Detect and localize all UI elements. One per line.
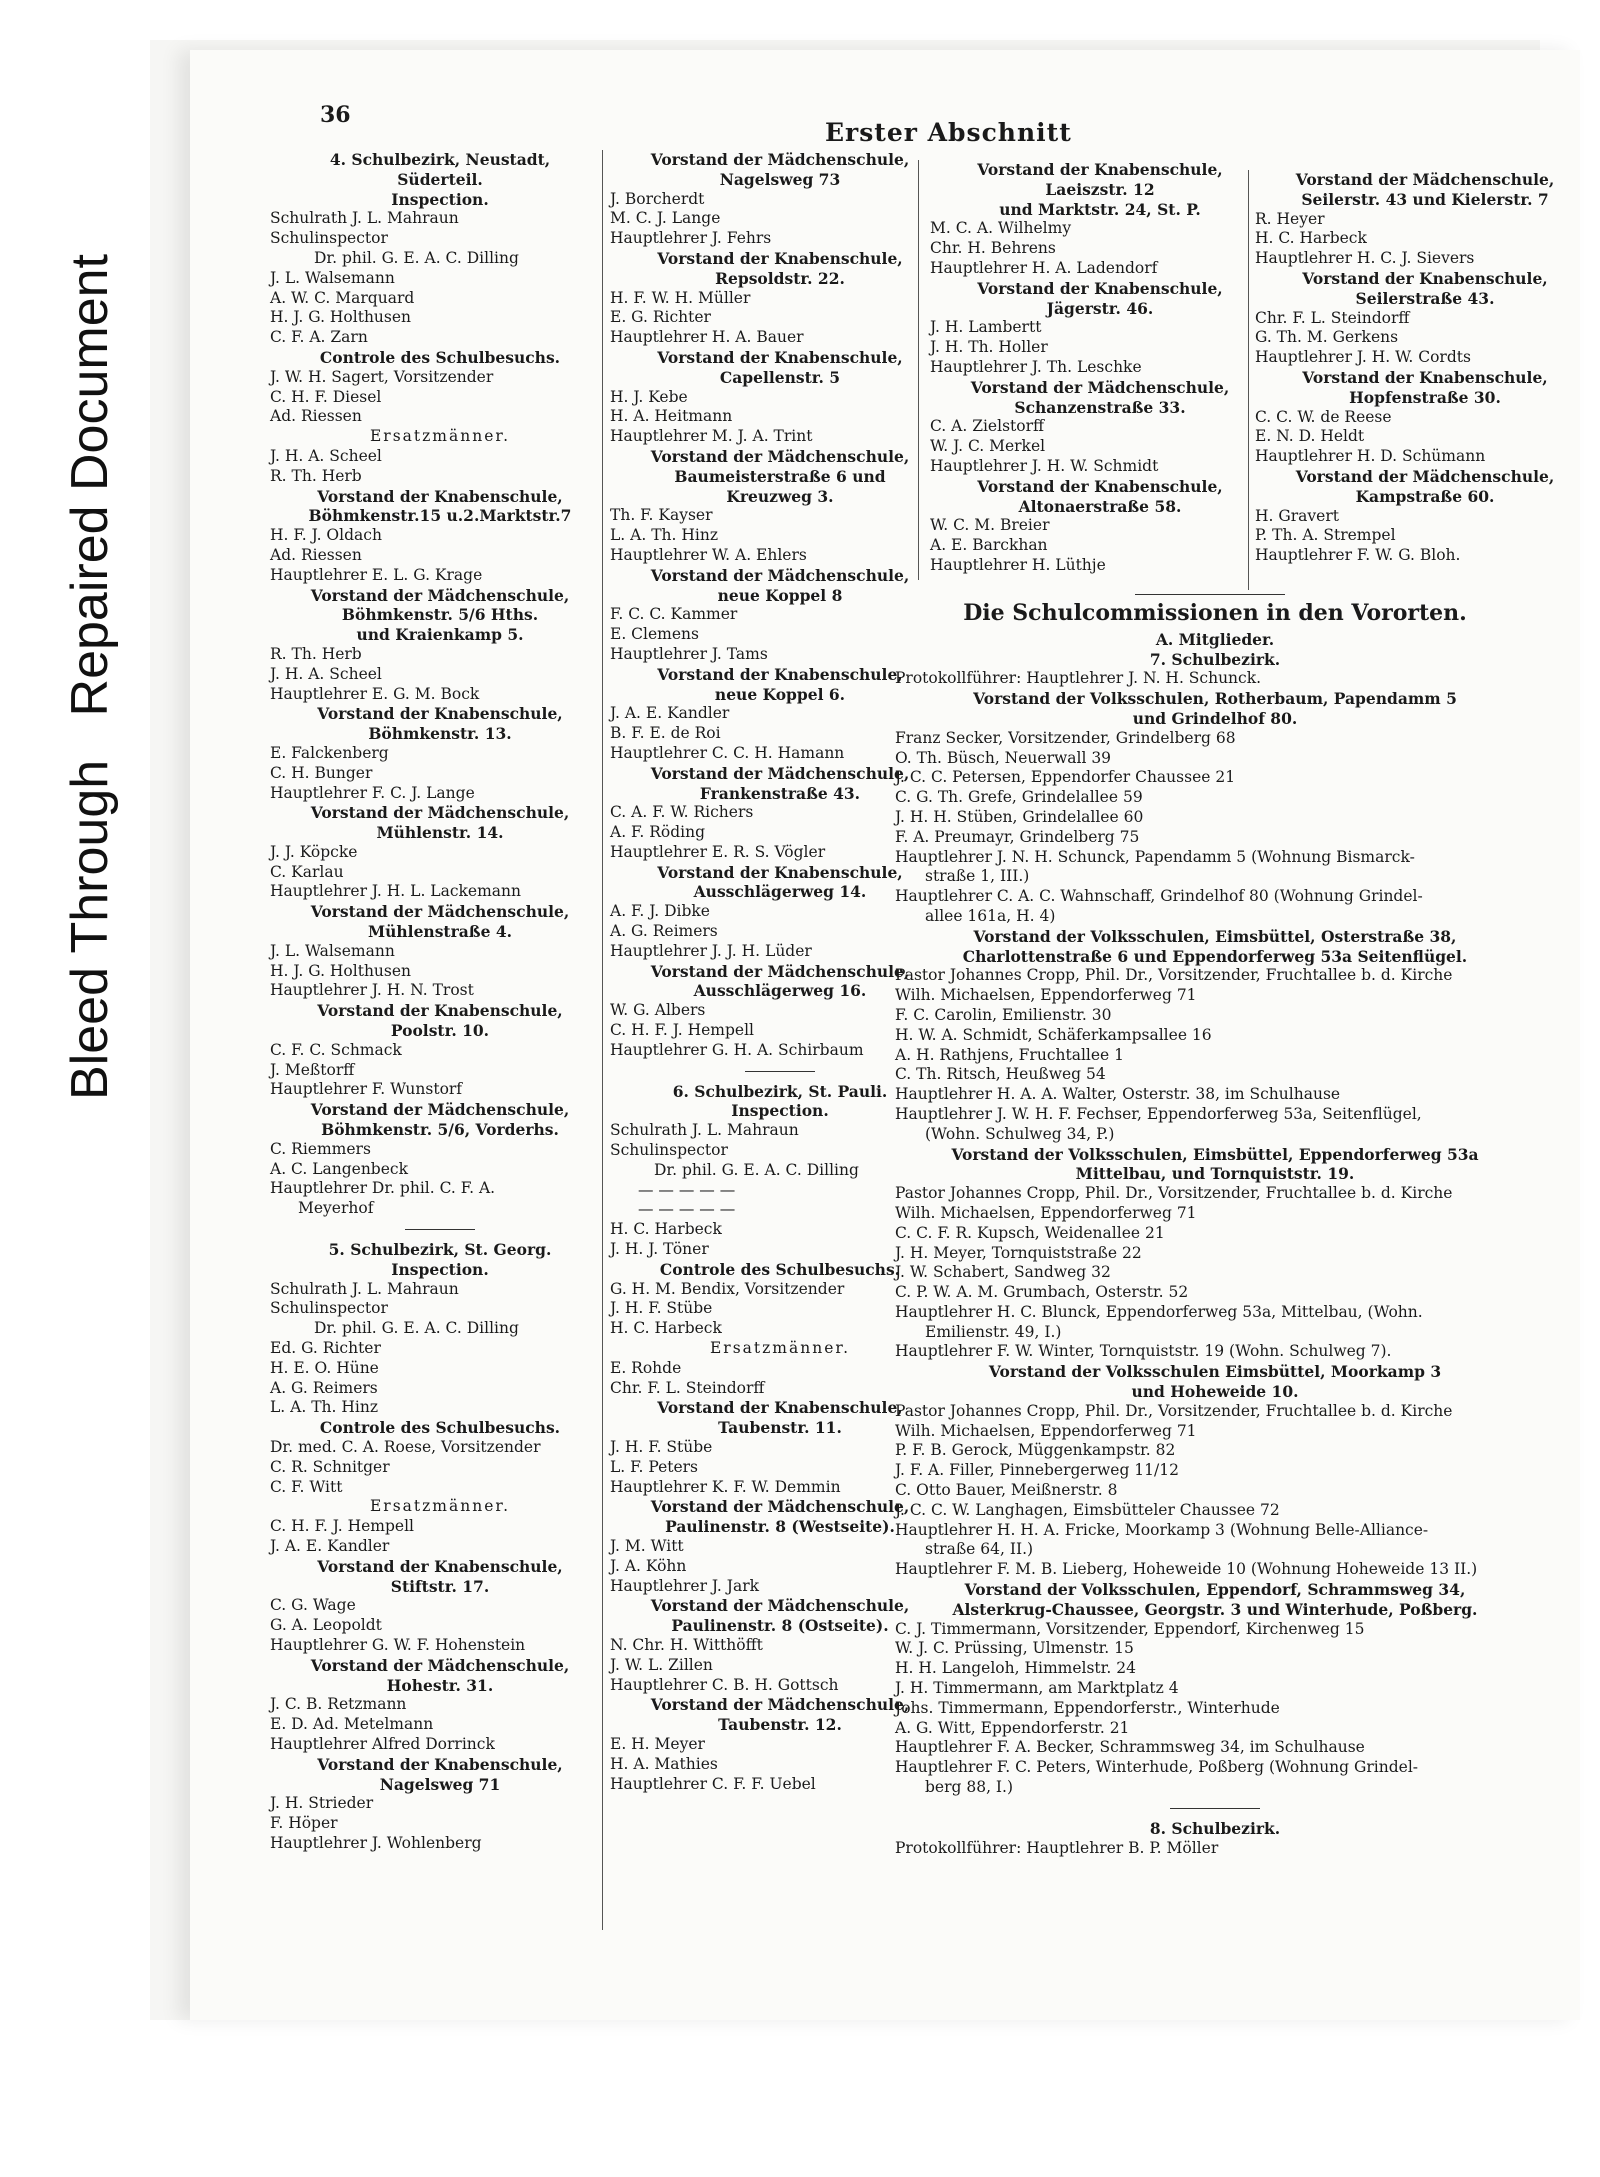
section-heading: und Grindelhof 80.: [1132, 708, 1298, 728]
entry-line: Hauptlehrer G. W. F. Hohenstein: [270, 1635, 526, 1654]
entry-line: Ad. Riessen: [270, 545, 362, 564]
section-heading: Vorstand der Knabenschule,: [1302, 367, 1548, 387]
section-heading: Inspection.: [731, 1101, 829, 1121]
section-heading: Vorstand der Mädchenschule,: [650, 1596, 910, 1616]
section-heading: Vorstand der Knabenschule,: [657, 1398, 903, 1418]
section-heading: und Kraienkamp 5.: [356, 625, 524, 645]
entry-line: J. C. B. Retzmann: [270, 1695, 407, 1714]
entry-line: (Wohn. Schulweg 34, P.): [925, 1124, 1115, 1143]
section-heading: Controle des Schulbesuchs.: [659, 1259, 901, 1279]
entry-line: E. H. Meyer: [610, 1734, 705, 1753]
section-heading: Vorstand der Mädchenschule,: [650, 446, 910, 466]
entry-line: Pastor Johannes Cropp, Phil. Dr., Vorsitzender, Fruchtallee b. d. Kirche: [895, 1401, 1453, 1420]
entry-line: O. Th. Büsch, Neuerwall 39: [895, 748, 1112, 767]
entry-line: Hauptlehrer K. F. W. Demmin: [610, 1477, 841, 1496]
entry-line: Wilh. Michaelsen, Eppendorferweg 71: [895, 1203, 1197, 1222]
section-heading: Hopfenstraße 30.: [1349, 387, 1501, 407]
section-heading: 7. Schulbezirk.: [1149, 649, 1281, 669]
section-heading: Böhmkenstr.15 u.2.Marktstr.7: [308, 506, 572, 526]
entry-line: allee 161a, H. 4): [925, 906, 1056, 925]
entry-line: Schulinspector: [270, 229, 388, 248]
section-heading: Alsterkrug-Chaussee, Georgstr. 3 und Winterhude, Poßberg.: [952, 1599, 1478, 1619]
entry-line: A. W. C. Marquard: [270, 288, 415, 307]
entry-line: Hauptlehrer J. H. L. Lackemann: [270, 882, 521, 901]
entry-line: Schulinspector: [270, 1299, 388, 1318]
side-label-group-1: [60, 254, 120, 1100]
page-number: 36: [320, 102, 351, 128]
section-heading: Vorstand der Mädchenschule,: [650, 1695, 910, 1715]
section-heading: Vorstand der Volksschulen Eimsbüttel, Moorkamp 3: [988, 1362, 1442, 1382]
entry-line: N. Chr. H. Witthöfft: [610, 1635, 763, 1654]
entry-line: Hauptlehrer F. C. Peters, Winterhude, Poßberg (Wohnung Grindel-: [895, 1758, 1419, 1777]
entry-line: Hauptlehrer J. H. W. Cordts: [1255, 348, 1471, 367]
entry-line: F. Höper: [270, 1814, 338, 1833]
entry-line: Schulrath J. L. Mahraun: [610, 1121, 799, 1140]
section-heading: Vorstand der Knabenschule,: [1302, 268, 1548, 288]
entry-line: H. J. G. Holthusen: [270, 308, 412, 327]
section-heading: Paulinenstr. 8 (Ostseite).: [671, 1616, 889, 1636]
entry-line: Hauptlehrer F. M. B. Lieberg, Hoheweide 10 (Wohnung Hoheweide 13 II.): [895, 1560, 1478, 1579]
section-heading: Böhmkenstr. 5/6, Vorderhs.: [321, 1120, 559, 1140]
entry-line: C. G. Th. Grefe, Grindelallee 59: [895, 788, 1143, 807]
section-heading: Seilerstr. 43 und Kielerstr. 7: [1301, 189, 1549, 209]
entry-line: Ad. Riessen: [270, 407, 362, 426]
entry-line: H. C. Harbeck: [1255, 229, 1367, 248]
section-heading: und Hoheweide 10.: [1131, 1382, 1299, 1402]
entry-line: J. L. Walsemann: [270, 941, 395, 960]
entry-line: C. Karlau: [270, 862, 344, 881]
section-heading: Vorstand der Volksschulen, Eimsbüttel, Osterstraße 38,: [973, 926, 1457, 946]
entry-line: A. G. Reimers: [270, 1378, 378, 1397]
entry-line: Wilh. Michaelsen, Eppendorferweg 71: [895, 1421, 1197, 1440]
entry-line: J. A. Köhn: [610, 1556, 687, 1575]
section-heading: Vorstand der Mädchenschule,: [650, 150, 910, 169]
entry-line: Hauptlehrer J. Tams: [610, 644, 768, 663]
entry-line: Hauptlehrer C. C. H. Hamann: [610, 743, 845, 762]
entry-line: Hauptlehrer H. D. Schümann: [1255, 447, 1486, 466]
entry-line: C. H. F. Diesel: [270, 387, 382, 406]
entry-line: H. F. W. H. Müller: [610, 288, 751, 307]
section-heading: Altonaerstraße 58.: [1018, 496, 1182, 516]
entry-line: P. Th. A. Strempel: [1255, 526, 1396, 545]
entry-line: E. Rohde: [610, 1358, 682, 1377]
entry-line: Dr. med. C. A. Roese, Vorsitzender: [270, 1438, 541, 1456]
entry-line: Ersatzmänner.: [369, 427, 511, 446]
entry-line: W. G. Albers: [610, 1001, 706, 1020]
entry-line: Dr. phil. G. E. A. C. Dilling: [314, 1319, 519, 1338]
section-heading: Böhmkenstr. 5/6 Hths.: [341, 605, 539, 625]
entry-line: Wilh. Michaelsen, Eppendorferweg 71: [895, 986, 1197, 1005]
entry-line: J. H. A. Scheel: [270, 446, 382, 465]
column-4: [1255, 170, 1595, 566]
entry-line: Hauptlehrer H. A. Bauer: [610, 328, 804, 347]
entry-line: Hauptlehrer J. Fehrs: [610, 229, 772, 248]
section-heading: Vorstand der Mädchenschule,: [310, 902, 570, 922]
entry-line: Schulrath J. L. Mahraun: [270, 209, 459, 228]
section-heading: Baumeisterstraße 6 und: [674, 466, 886, 486]
page-title: Erster Abschnitt: [825, 118, 1072, 147]
entry-line: C. H. Bunger: [270, 763, 373, 782]
entry-line: Hauptlehrer G. H. A. Schirbaum: [610, 1040, 864, 1059]
entry-line: Hauptlehrer J. Th. Leschke: [930, 357, 1142, 376]
entry-line: Hauptlehrer J. H. W. Schmidt: [930, 456, 1159, 475]
section-heading: Vorstand der Mädchenschule,: [650, 1497, 910, 1517]
entry-line: Schulinspector: [610, 1141, 728, 1160]
entry-line: Chr. F. L. Steindorff: [1255, 308, 1410, 327]
entry-line: Hauptlehrer J. J. H. Lüder: [610, 941, 812, 960]
section-heading: 8. Schulbezirk.: [1149, 1818, 1281, 1838]
entry-line: Hauptlehrer J. W. H. F. Fechser, Eppendorferweg 53a, Seitenflügel,: [895, 1104, 1422, 1123]
entry-line: H. C. Harbeck: [610, 1319, 722, 1338]
section-heading: Süderteil.: [397, 169, 483, 189]
section-heading: Vorstand der Knabenschule,: [977, 476, 1223, 496]
entry-line: A. F. Röding: [610, 823, 706, 842]
entry-line: C. F. A. Zarn: [270, 328, 368, 347]
section-heading: Vorstand der Knabenschule,: [657, 664, 903, 684]
entry-line: Protokollführer: Hauptlehrer B. P. Möller: [895, 1838, 1219, 1857]
entry-line: Dr. phil. G. E. A. C. Dilling: [314, 248, 519, 267]
section-heading: Ausschlägerweg 16.: [693, 981, 867, 1001]
bleed-through-label: Bleed Through: [61, 759, 119, 1100]
entry-line: Hauptlehrer H. C. Blunck, Eppendorferweg 53a, Mittelbau, (Wohn.: [895, 1302, 1423, 1321]
entry-line: C. Otto Bauer, Meißnerstr. 8: [895, 1481, 1118, 1500]
entry-line: Hauptlehrer C. B. H. Gottsch: [610, 1675, 839, 1694]
entry-line: straße 64, II.): [925, 1540, 1034, 1559]
entry-line: H. H. Langeloh, Himmelstr. 24: [895, 1659, 1136, 1678]
section-heading: Schanzenstraße 33.: [1014, 397, 1186, 417]
section-heading: Taubenstr. 12.: [718, 1715, 842, 1735]
entry-line: Emilienstr. 49, I.): [925, 1322, 1062, 1341]
section-heading: Ausschlägerweg 14.: [693, 882, 867, 902]
entry-line: G. Th. M. Gerkens: [1255, 328, 1399, 347]
entry-line: F. A. Preumayr, Grindelberg 75: [895, 827, 1140, 846]
entry-line: Pastor Johannes Cropp, Phil. Dr., Vorsitzender, Fruchtallee b. d. Kirche: [895, 1184, 1453, 1203]
section-divider: [745, 1071, 815, 1072]
entry-line: G. A. Leopoldt: [270, 1616, 382, 1635]
entry-line: H. J. G. Holthusen: [270, 961, 412, 980]
entry-line: — — — — —: [638, 1180, 736, 1199]
entry-line: J. H. A. Scheel: [270, 664, 382, 683]
section-heading: Vorstand der Mädchenschule,: [310, 803, 570, 823]
section-heading: Mühlenstraße 4.: [367, 922, 513, 942]
entry-line: E. D. Ad. Metelmann: [270, 1715, 434, 1734]
entry-line: C. J. Timmermann, Vorsitzender, Eppendorf, Kirchenweg 15: [895, 1619, 1365, 1638]
entry-line: A. G. Witt, Eppendorferstr. 21: [895, 1718, 1130, 1737]
entry-line: B. F. E. de Roi: [610, 724, 721, 743]
entry-line: Hauptlehrer F. Wunstorf: [270, 1080, 463, 1099]
entry-line: C. H. F. J. Hempell: [610, 1021, 754, 1040]
entry-line: F. C. Carolin, Emilienstr. 30: [895, 1005, 1112, 1024]
entry-line: C. H. F. J. Hempell: [270, 1517, 414, 1536]
entry-line: C. A. F. W. Richers: [610, 803, 754, 822]
section-heading: Vorstand der Knabenschule,: [317, 1001, 563, 1021]
entry-line: H. W. A. Schmidt, Schäferkampsallee 16: [895, 1025, 1212, 1044]
entry-line: Johs. Timmermann, Eppendorferstr., Winterhude: [895, 1698, 1280, 1717]
entry-line: J. C. C. Petersen, Eppendorfer Chaussee 21: [895, 768, 1236, 787]
entry-line: C. F. C. Schmack: [270, 1040, 402, 1059]
section-heading: Die Schulcommissionen in den Vororten.: [963, 600, 1467, 626]
entry-line: Ersatzmänner.: [369, 1497, 511, 1516]
entry-line: J. A. E. Kandler: [610, 704, 730, 723]
entry-line: Hauptlehrer J. N. H. Schunck, Papendamm 5 (Wohnung Bismarck-: [895, 847, 1415, 866]
entry-line: C. F. Witt: [270, 1477, 343, 1496]
section-heading: Vorstand der Mädchenschule,: [650, 565, 910, 585]
entry-line: J. H. J. Töner: [610, 1240, 709, 1259]
entry-line: straße 1, III.): [925, 867, 1030, 886]
section-heading: Nagelsweg 71: [379, 1774, 501, 1794]
entry-line: Hauptlehrer C. F. F. Uebel: [610, 1774, 816, 1793]
section-heading: Vorstand der Knabenschule,: [977, 160, 1223, 179]
entry-line: M. C. A. Wilhelmy: [930, 219, 1072, 238]
entry-line: J. H. F. Stübe: [610, 1438, 713, 1456]
section-heading: Vorstand der Knabenschule,: [977, 278, 1223, 298]
section-heading: Poolstr. 10.: [390, 1021, 490, 1041]
section-heading: Hohestr. 31.: [386, 1675, 494, 1695]
entry-line: Hauptlehrer H. C. J. Sievers: [1255, 249, 1475, 268]
entry-line: L. A. Th. Hinz: [610, 526, 718, 545]
entry-line: J. A. E. Kandler: [270, 1536, 390, 1555]
entry-line: H. F. J. Oldach: [270, 526, 382, 545]
entry-line: J. H. Meyer, Tornquiststraße 22: [895, 1243, 1142, 1262]
entry-line: C. Th. Ritsch, Heußweg 54: [895, 1065, 1106, 1084]
entry-line: Hauptlehrer F. W. Winter, Tornquiststr. 19 (Wohn. Schulweg 7).: [895, 1342, 1392, 1361]
section-heading: Kreuzweg 3.: [726, 486, 834, 506]
entry-line: W. J. C. Merkel: [930, 437, 1046, 456]
entry-line: Ersatzmänner.: [709, 1339, 851, 1358]
entry-line: J. H. Timmermann, am Marktplatz 4: [895, 1679, 1179, 1698]
entry-line: J. H. H. Stüben, Grindelallee 60: [895, 807, 1144, 826]
section-heading: Vorstand der Mädchenschule,: [310, 585, 570, 605]
entry-line: W. C. M. Breier: [930, 516, 1050, 535]
entry-line: E. N. D. Heldt: [1255, 427, 1365, 446]
entry-line: J. W. Schabert, Sandweg 32: [895, 1263, 1111, 1282]
section-heading: neue Koppel 6.: [714, 684, 846, 704]
section-heading: Vorstand der Mädchenschule,: [650, 763, 910, 783]
entry-line: J. J. Köpcke: [270, 842, 358, 861]
section-heading: Frankenstraße 43.: [699, 783, 861, 803]
entry-line: A. F. J. Dibke: [610, 902, 710, 921]
entry-line: J. C. C. W. Langhagen, Eimsbütteler Chaussee 72: [895, 1500, 1280, 1519]
entry-line: C. A. Zielstorff: [930, 417, 1045, 436]
entry-line: F. C. C. Kammer: [610, 605, 738, 624]
section-heading: Vorstand der Knabenschule,: [317, 704, 563, 724]
entry-line: H. A. Mathies: [610, 1754, 718, 1773]
entry-line: Hauptlehrer C. A. C. Wahnschaff, Grindelhof 80 (Wohnung Grindel-: [895, 887, 1423, 906]
entry-line: J. F. A. Filler, Pinnebergerweg 11/12: [895, 1461, 1179, 1480]
entry-line: Hauptlehrer Dr. phil. C. F. A.: [270, 1179, 496, 1198]
entry-line: C. G. Wage: [270, 1596, 356, 1615]
section-divider: [1170, 1808, 1260, 1809]
entry-line: Pastor Johannes Cropp, Phil. Dr., Vorsitzender, Fruchtallee b. d. Kirche: [895, 966, 1453, 985]
entry-line: L. F. Peters: [610, 1457, 699, 1476]
entry-line: Hauptlehrer H. A. Ladendorf: [930, 258, 1158, 277]
section-heading: Vorstand der Knabenschule,: [317, 1754, 563, 1774]
entry-line: R. Th. Herb: [270, 644, 362, 663]
section-heading: 5. Schulbezirk, St. Georg.: [328, 1240, 552, 1260]
entry-line: H. J. Kebe: [610, 387, 688, 406]
section-heading: Vorstand der Volksschulen, Eimsbüttel, Eppendorferweg 53a: [951, 1144, 1479, 1164]
entry-line: Hauptlehrer M. J. A. Trint: [610, 427, 813, 446]
entry-line: A. H. Rathjens, Fruchtallee 1: [895, 1045, 1124, 1064]
repaired-document-label: Repaired Document: [61, 254, 119, 717]
section-heading: Vorstand der Knabenschule,: [657, 862, 903, 882]
entry-line: Hauptlehrer F. A. Becker, Schrammsweg 34, im Schulhause: [895, 1738, 1365, 1757]
section-heading: Laeiszstr. 12: [1045, 179, 1155, 199]
section-heading: Taubenstr. 11.: [718, 1418, 842, 1438]
section-heading: Controle des Schulbesuchs.: [319, 347, 561, 367]
entry-line: Chr. F. L. Steindorff: [610, 1378, 765, 1397]
section-heading: Mühlenstr. 14.: [376, 823, 504, 843]
section-heading: neue Koppel 8: [717, 585, 843, 605]
entry-line: E. Clemens: [610, 625, 699, 644]
entry-line: — — — — —: [638, 1200, 736, 1219]
entry-line: A. C. Langenbeck: [270, 1159, 408, 1178]
entry-line: J. M. Witt: [610, 1536, 684, 1555]
section-heading: Mittelbau, und Tornquiststr. 19.: [1075, 1164, 1355, 1184]
section-heading: und Marktstr. 24, St. P.: [999, 199, 1201, 219]
entry-line: H. E. O. Hüne: [270, 1358, 379, 1377]
section-heading: Vorstand der Mädchenschule,: [970, 377, 1230, 397]
section-heading: Vorstand der Mädchenschule,: [310, 1655, 570, 1675]
section-heading: Repsoldstr. 22.: [715, 268, 845, 288]
entry-line: J. W. L. Zillen: [610, 1655, 713, 1674]
section-heading: Capellenstr. 5: [719, 367, 841, 387]
entry-line: C. C. F. R. Kupsch, Weidenallee 21: [895, 1223, 1165, 1242]
entry-line: R. Th. Herb: [270, 466, 362, 485]
section-heading: Vorstand der Knabenschule,: [317, 486, 563, 506]
entry-line: J. H. F. Stübe: [610, 1299, 713, 1318]
section-heading: Böhmkenstr. 13.: [368, 724, 512, 744]
entry-line: A. E. Barckhan: [930, 536, 1048, 555]
entry-line: Hauptlehrer W. A. Ehlers: [610, 545, 807, 564]
entry-line: C. C. W. de Reese: [1255, 407, 1392, 426]
section-heading: Vorstand der Volksschulen, Rotherbaum, Papendamm 5: [973, 689, 1457, 709]
column-3: [930, 160, 1270, 576]
entry-line: Franz Secker, Vorsitzender, Grindelberg 68: [895, 728, 1236, 747]
entry-line: H. A. Heitmann: [610, 407, 733, 426]
entry-line: Hauptlehrer J. Jark: [610, 1576, 760, 1595]
section-heading: Paulinenstr. 8 (Westseite).: [665, 1517, 895, 1537]
entry-line: Hauptlehrer E. G. M. Bock: [270, 684, 480, 703]
entry-line: J. Borcherdt: [610, 189, 705, 208]
section-heading: Vorstand der Knabenschule,: [317, 1556, 563, 1576]
entry-line: Hauptlehrer H. Lüthje: [930, 555, 1106, 574]
suburbs-section: [895, 600, 1535, 1858]
entry-line: Hauptlehrer F. W. G. Bloh.: [1255, 546, 1461, 565]
entry-line: berg 88, I.): [925, 1778, 1014, 1797]
section-heading: 6. Schulbezirk, St. Pauli.: [672, 1081, 888, 1101]
section-heading: Controle des Schulbesuchs.: [319, 1418, 561, 1438]
section-heading: Vorstand der Mädchenschule,: [1295, 170, 1555, 189]
entry-line: W. J. C. Prüssing, Ulmenstr. 15: [895, 1639, 1134, 1658]
entry-line: Schulrath J. L. Mahraun: [270, 1279, 459, 1298]
section-heading: Vorstand der Mädchenschule,: [310, 1100, 570, 1120]
entry-line: J. H. Lambertt: [930, 318, 1042, 337]
section-heading: Vorstand der Knabenschule,: [657, 248, 903, 268]
entry-line: A. G. Reimers: [610, 922, 718, 941]
entry-line: Hauptlehrer H. H. A. Fricke, Moorkamp 3 (Wohnung Belle-Alliance-: [895, 1520, 1429, 1539]
entry-line: Hauptlehrer F. C. J. Lange: [270, 783, 475, 802]
section-rule: [1135, 594, 1285, 595]
entry-line: E. G. Richter: [610, 308, 711, 327]
entry-line: P. F. B. Gerock, Müggenkampstr. 82: [895, 1441, 1176, 1460]
section-heading: Nagelsweg 73: [719, 169, 841, 189]
entry-line: Hauptlehrer Alfred Dorrinck: [270, 1734, 495, 1753]
entry-line: L. A. Th. Hinz: [270, 1398, 378, 1417]
entry-line: Chr. H. Behrens: [930, 239, 1056, 258]
section-heading: Vorstand der Volksschulen, Eppendorf, Schrammsweg 34,: [964, 1580, 1466, 1600]
entry-line: J. W. H. Sagert, Vorsitzender: [270, 367, 494, 386]
entry-line: Hauptlehrer J. Wohlenberg: [270, 1833, 482, 1852]
section-heading: Charlottenstraße 6 und Eppendorferweg 53a Seitenflügel.: [962, 946, 1468, 966]
column-1: [270, 150, 610, 1854]
entry-line: J. H. Th. Holler: [930, 338, 1048, 357]
entry-line: C. Riemmers: [270, 1139, 371, 1158]
section-heading: Inspection.: [391, 189, 489, 209]
entry-line: M. C. J. Lange: [610, 209, 721, 228]
entry-line: E. Falckenberg: [270, 743, 389, 762]
section-heading: Seilerstraße 43.: [1355, 288, 1495, 308]
entry-line: H. Gravert: [1255, 506, 1339, 525]
entry-line: Hauptlehrer J. H. N. Trost: [270, 981, 474, 1000]
section-heading: Inspection.: [391, 1259, 489, 1279]
section-heading: Vorstand der Mädchenschule,: [650, 961, 910, 981]
entry-line: G. H. M. Bendix, Vorsitzender: [610, 1279, 845, 1298]
entry-line: J. H. Strieder: [270, 1794, 374, 1813]
entry-line: C. R. Schnitger: [270, 1457, 390, 1476]
entry-line: J. L. Walsemann: [270, 268, 395, 287]
entry-line: Hauptlehrer E. L. G. Krage: [270, 565, 483, 584]
entry-line: Dr. phil. G. E. A. C. Dilling: [654, 1160, 859, 1179]
section-heading: Kampstraße 60.: [1355, 486, 1495, 506]
entry-line: H. C. Harbeck: [610, 1220, 722, 1239]
section-divider: [405, 1229, 475, 1230]
entry-line: Th. F. Kayser: [610, 506, 713, 525]
entry-line: Hauptlehrer E. R. S. Vögler: [610, 842, 826, 861]
entry-line: C. P. W. A. M. Grumbach, Osterstr. 52: [895, 1283, 1189, 1302]
entry-line: J. Meßtorff: [270, 1060, 355, 1079]
section-heading: 4. Schulbezirk, Neustadt,: [329, 150, 551, 169]
entry-line: Protokollführer: Hauptlehrer J. N. H. Schunck.: [895, 669, 1262, 688]
section-heading: A. Mitglieder.: [1155, 629, 1275, 649]
section-heading: Vorstand der Knabenschule,: [657, 347, 903, 367]
entry-line: Ed. G. Richter: [270, 1339, 381, 1358]
section-heading: Jägerstr. 46.: [1046, 298, 1154, 318]
entry-line: Hauptlehrer H. A. A. Walter, Osterstr. 38, im Schulhause: [895, 1085, 1341, 1104]
entry-line: R. Heyer: [1255, 209, 1325, 228]
section-heading: Stiftstr. 17.: [390, 1576, 490, 1596]
entry-line: Meyerhof: [298, 1199, 374, 1218]
section-heading: Vorstand der Mädchenschule,: [1295, 466, 1555, 486]
